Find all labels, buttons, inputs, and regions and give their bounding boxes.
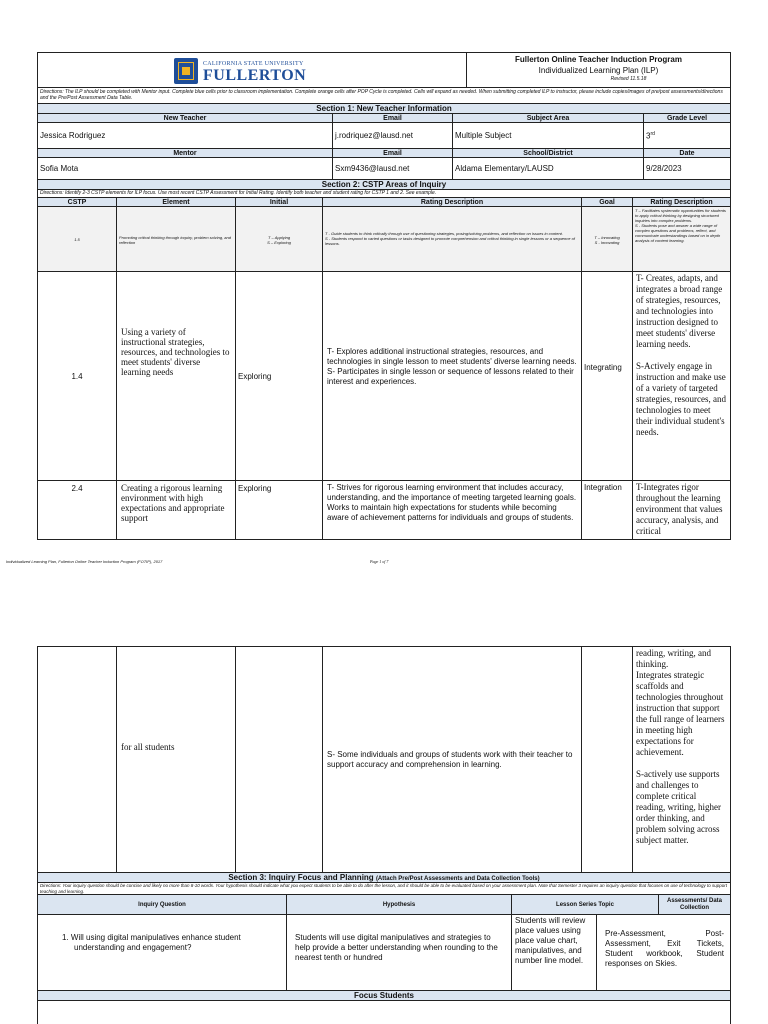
section3-note: (Attach Pre/Post Assessments and Data Collection Tools) <box>375 876 540 882</box>
page-1 <box>37 52 731 540</box>
h-inquiry-question: Inquiry Question <box>37 894 287 915</box>
revised-date: Revised 11.5.18 <box>610 76 647 82</box>
p2-rating2-student: S-actively use supports and challenges to complete critical reading, writing, higher order thinking, and problem solving across subject matter. <box>636 769 721 845</box>
h-assessments: Assessments/ Data Collection <box>658 894 731 915</box>
section2-directions: Directions: Identify 2-3 CSTP elements for ILP focus. Use most recent CSTP Assessment for Initial Rating. Identify both teacher and student rating for CSTP 1 and 2. See example. <box>37 189 731 198</box>
p2-rating2-scaffolds: Integrates strategic scaffolds and technologies throughout instruction that support the full range of learners in meeting high expectations for achievement. <box>636 670 725 757</box>
r1-goal: Integrating <box>581 271 633 481</box>
footer-left: Individualized Learning Plan, Fullerton Online Teacher Induction Program (FOTIP), 2017 <box>6 559 163 564</box>
h-hypothesis: Hypothesis <box>286 894 512 915</box>
section3-title: Section 3: Inquiry Focus and Planning <box>228 873 374 882</box>
teacher-email: j.rodriquez@lausd.net <box>332 122 453 149</box>
mentor-email: Sxm9436@lausd.net <box>332 157 453 180</box>
logo-cell <box>37 52 467 88</box>
r1-rating2-student: S-Actively engage in instruction and make use of a variety of targeted strategies, resources, and technologies to meet their individual student's needs. <box>636 361 726 437</box>
hypothesis: Students will use digital manipulatives and strategies to help provide a better understanding when rounding to the nearest tenth or hundred <box>286 914 512 991</box>
university-line1: CALIFORNIA STATE UNIVERSITY <box>203 61 304 67</box>
p2-initial <box>235 646 323 873</box>
date-value: 9/28/2023 <box>643 157 731 180</box>
ex-initial: T – Applying S – Exploring <box>235 206 323 272</box>
r1-rating-student: S- Participates in single lesson or sequence of lessons related to their interest and experiences. <box>327 367 574 386</box>
section2-title: Section 2: CSTP Areas of Inquiry <box>37 179 731 190</box>
r2-initial: Exploring <box>235 480 323 540</box>
focus-students-body <box>37 1000 731 1024</box>
h-rating2: Rating Description <box>632 197 731 207</box>
r1-rating2 <box>632 271 731 481</box>
section3-directions: Directions: Your inquiry question should be concise and likely no more than 8-10 words. Your hypothesis should indicate what you expect students to be able to do after the lesson, and it should be able to be evaluated based on your assessment plan. Note that Semester 3 requires an inquiry question that focuses on use of technology to support teaching and learning. <box>37 882 731 895</box>
h-cstp: CSTP <box>37 197 117 207</box>
h-subject: Subject Area <box>452 113 644 123</box>
h-rating: Rating Description <box>322 197 582 207</box>
h-school: School/District <box>452 148 644 158</box>
h-lesson-series: Lesson Series Topic <box>511 894 659 915</box>
r2-rating: T- Strives for rigorous learning environment that includes accuracy, understanding, and the importance of meeting targeted learning goals. Works to maintain high expectations for students while becoming aware of achievement patterns for individuals and groups of students. <box>322 480 582 540</box>
h-email: Email <box>332 113 453 123</box>
r2-rating2: T-Integrates rigor throughout the learning environment that values accuracy, analysis, and critical <box>632 480 731 540</box>
mentor-name: Sofia Mota <box>37 157 333 180</box>
grade-suffix: rd <box>650 131 655 137</box>
r1-rating <box>322 271 582 481</box>
ex-goal: T – Innovating S - Innovating <box>581 206 633 272</box>
focus-students-title: Focus Students <box>37 990 731 1001</box>
r2-cstp: 2.4 <box>37 480 117 540</box>
footer-page-number: Page 1 of 7 <box>370 559 389 564</box>
plan-title: Individualized Learning Plan (ILP) <box>538 66 659 75</box>
r1-rating2-teacher: T- Creates, adapts, and integrates a broad range of strategies, resources, and technologies into instruction designed to meet students' diverse learning needs. <box>636 273 723 349</box>
h-mentor: Mentor <box>37 148 333 158</box>
h-date: Date <box>643 148 731 158</box>
p2-cstp <box>37 646 117 873</box>
university-logo-icon <box>174 58 198 84</box>
directions-ilp: Directions: The ILP should be completed with Mentor input. Complete blue cells prior to classroom implementation. Complete orange cells after POP Cycle is completed. Cells will expand as needed. When submitting completed ILP to instructor, please include copies/images of pre/post assessments/directions and the Pre/Post Assessment Data Table. <box>37 87 731 104</box>
r1-rating-teacher: T- Explores additional instructional strategies, resources, and technologies in single lesson to meet students' diverse learning needs. <box>327 347 577 366</box>
h-new-teacher: New Teacher <box>37 113 333 123</box>
program-title-cell <box>466 52 731 88</box>
assessments: Pre-Assessment, Post-Assessment, Exit Tickets, Student workbook, Student responses on Skies. <box>596 914 731 991</box>
ex-element: Promoting critical thinking through inquiry, problem solving, and reflection <box>116 206 236 272</box>
p2-element: for all students <box>116 646 236 873</box>
section1-title: Section 1: New Teacher Information <box>37 103 731 114</box>
ex-rating: T - Guide students to think critically through use of questioning strategies, posing/solving problems, and reflection on issues in content. S - Students respond to varied questions or tasks designed to promote comprehension and critical thinking in single lessons or a sequence of lessons. <box>322 206 582 272</box>
grade-value: 3 <box>646 131 651 141</box>
h-email2: Email <box>332 148 453 158</box>
h-initial: Initial <box>235 197 323 207</box>
ex-cstp: 1.5 <box>37 206 117 272</box>
p2-rating: S- Some individuals and groups of students work with their teacher to support accuracy and comprehension in learning. <box>322 646 582 873</box>
r2-goal: Integration <box>581 480 633 540</box>
h-goal: Goal <box>581 197 633 207</box>
grade-level <box>643 122 731 149</box>
p2-rating2-cont: reading, writing, and thinking. <box>636 648 711 669</box>
h-element: Element <box>116 197 236 207</box>
teacher-name: Jessica Rodriguez <box>37 122 333 149</box>
university-line2: FULLERTON <box>203 67 307 84</box>
ex-rating2: T – Facilitates systematic opportunities for students to apply critical thinking by designing structured inquiries into complex problems. S - Students pose and answer a wide range of complex questions and problems, reflect, and communicate understandings based on in depth analysis of content learning. <box>632 206 731 272</box>
r1-initial: Exploring <box>235 271 323 481</box>
h-grade: Grade Level <box>643 113 731 123</box>
r1-element: Using a variety of instructional strategies, resources, and technologies to meet students' diverse learning needs <box>116 271 236 481</box>
lesson-series-topic: Students will review place values using place value chart, manipulatives, and number line model. <box>511 914 597 991</box>
r1-cstp: 1.4 <box>37 271 117 481</box>
p2-rating2 <box>632 646 731 873</box>
subject-area: Multiple Subject <box>452 122 644 149</box>
r2-element: Creating a rigorous learning environment with high expectations and appropriate support <box>116 480 236 540</box>
program-title: Fullerton Online Teacher Induction Program <box>515 55 682 64</box>
inquiry-question: 1. Will using digital manipulatives enhance student understanding and engagement? <box>37 914 287 991</box>
school-district: Aldama Elementary/LAUSD <box>452 157 644 180</box>
p2-goal <box>581 646 633 873</box>
page-2 <box>37 646 731 1024</box>
